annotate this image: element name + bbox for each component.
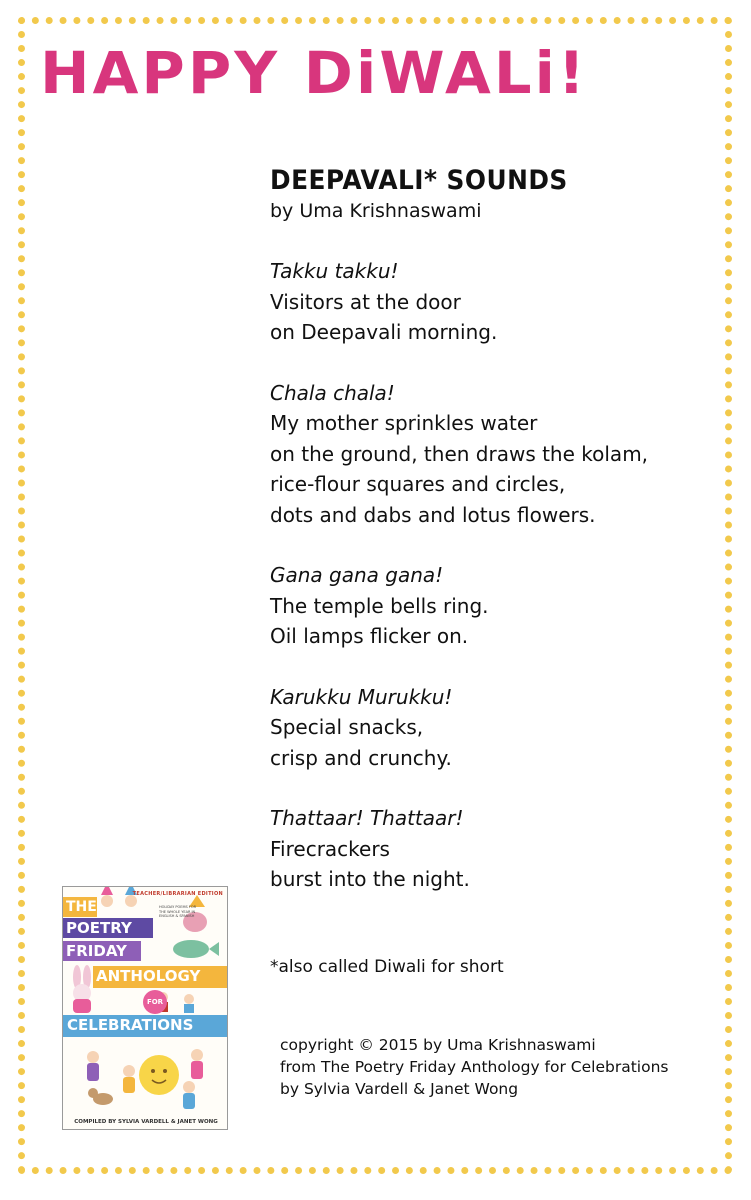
stanza-line: The temple bells ring. bbox=[270, 593, 489, 618]
stanza-sound: Karukku Murukku! bbox=[270, 684, 453, 709]
stanza-line: crisp and crunchy. bbox=[270, 745, 452, 770]
stanza-line: rice-flour squares and circles, bbox=[270, 472, 566, 496]
stanza-line: Firecrackers bbox=[270, 836, 390, 861]
stanza bbox=[270, 256, 710, 348]
stanza-sound: Thattaar! Thattaar! bbox=[270, 806, 464, 830]
stanza-line: My mother sprinkles water bbox=[270, 411, 538, 435]
cover-title-friday: FRIDAY bbox=[63, 941, 141, 961]
stanza-sound: Gana gana gana! bbox=[270, 563, 444, 587]
cover-tagline: HOLIDAY POEMS FOR THE WHOLE YEAR IN ENGLISH & SPANISH bbox=[159, 905, 197, 918]
cover-title-celebrations: CELEBRATIONS bbox=[63, 1015, 228, 1037]
stanza bbox=[270, 378, 710, 531]
stanza-sound: Takku takku! bbox=[270, 259, 399, 283]
stanza-line: Visitors at the door bbox=[270, 289, 461, 314]
credit-line: copyright © 2015 by Uma Krishnaswami bbox=[280, 1036, 596, 1054]
poem-byline: by Uma Krishnaswami bbox=[270, 200, 482, 222]
cover-edition: TEACHER/LIBRARIAN EDITION bbox=[132, 891, 223, 897]
stanza-line: on the ground, then draws the kolam, bbox=[270, 441, 649, 466]
stanza-line: dots and dabs and lotus flowers. bbox=[270, 502, 596, 527]
credit-line: by Sylvia Vardell & Janet Wong bbox=[280, 1080, 519, 1098]
book-cover-image bbox=[62, 886, 228, 1130]
poem bbox=[270, 166, 710, 925]
stanza-line: on Deepavali morning. bbox=[270, 320, 498, 344]
footnote: *also called Diwali for short bbox=[270, 957, 504, 977]
cover-title-the: THE bbox=[63, 897, 97, 917]
cover-for-badge: FOR bbox=[143, 990, 167, 1014]
copyright-credits bbox=[280, 1034, 668, 1100]
stanza bbox=[270, 560, 710, 652]
stanza-line: Special snacks, bbox=[270, 715, 424, 739]
stanza-sound: Chala chala! bbox=[270, 380, 395, 405]
cover-authors: COMPILED BY SYLVIA VARDELL & JANET WONG bbox=[74, 1119, 218, 1125]
stanza bbox=[270, 682, 710, 774]
page-headline: HAPPY DiWALi! bbox=[40, 39, 588, 107]
poem-title: DEEPAVALI* SOUNDS bbox=[270, 165, 568, 196]
stanza-line: Oil lamps flicker on. bbox=[270, 624, 469, 648]
cover-title-anthology: ANTHOLOGY bbox=[93, 966, 228, 988]
credit-line: from The Poetry Friday Anthology for Celebrations bbox=[280, 1058, 669, 1076]
stanza bbox=[270, 803, 710, 895]
cover-title-poetry: POETRY bbox=[63, 918, 153, 938]
stanza-line: burst into the night. bbox=[270, 867, 470, 891]
